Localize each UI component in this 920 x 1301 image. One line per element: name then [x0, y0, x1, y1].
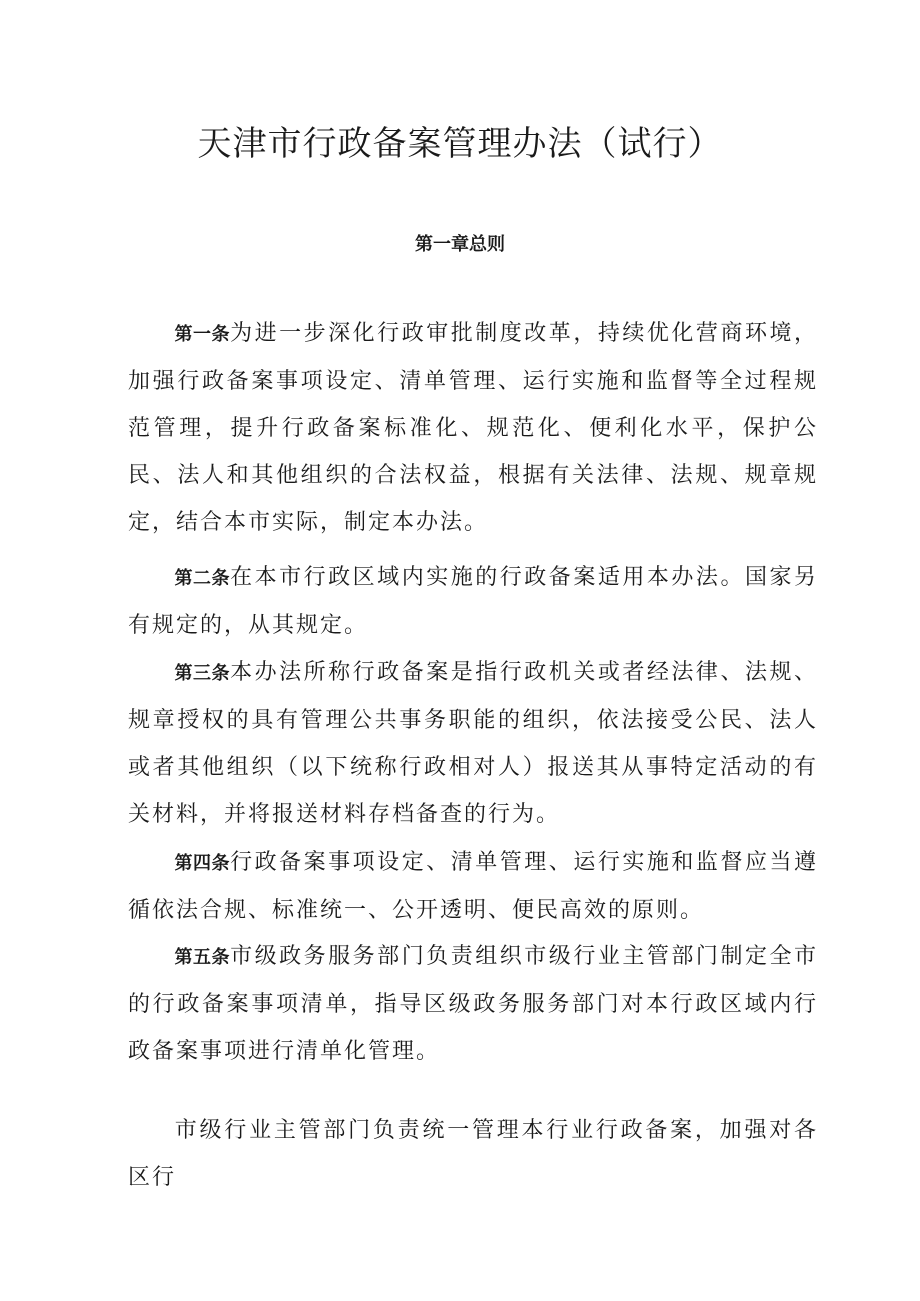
article-label: 第一条 — [174, 324, 231, 345]
article-label: 第四条 — [174, 853, 231, 874]
article-5 — [128, 933, 818, 1075]
article-5-continuation — [128, 1107, 818, 1201]
article-1 — [128, 310, 818, 546]
article-text: 在本市行政区域内实施的行政备案适用本办法。国家另有规定的，从其规定。 — [128, 565, 818, 638]
article-text: 本办法所称行政备案是指行政机关或者经法律、法规、规章授权的具有管理公共事务职能的组织，依法接受公民、法人或者其他组织（以下统称行政相对人）报送其从事特定活动的有关材料，并将报送材料存档备查的行为。 — [128, 660, 818, 827]
article-label: 第三条 — [174, 663, 231, 684]
article-text: 市级政务服务部门负责组织市级行业主管部门制定全市的行政备案事项清单，指导区级政务服务部门对本行政区域内行政备案事项进行清单化管理。 — [128, 944, 818, 1064]
article-2 — [128, 554, 818, 649]
article-text: 为进一步深化行政审批制度改革，持续优化营商环境，加强行政备案事项设定、清单管理、运行实施和监督等全过程规范管理，提升行政备案标准化、规范化、便利化水平，保护公民、法人和其他组织的合法权益，根据有关法律、法规、规章规定，结合本市实际，制定本办法。 — [128, 321, 818, 535]
document-title: 天津市行政备案管理办法（试行） — [197, 124, 723, 164]
article-text: 行政备案事项设定、清单管理、运行实施和监督应当遵循依法合规、标准统一、公开透明、便民高效的原则。 — [128, 850, 818, 923]
chapter-heading: 第一章总则 — [415, 234, 505, 255]
article-4 — [128, 839, 818, 934]
article-label: 第二条 — [174, 568, 231, 589]
article-3 — [128, 649, 818, 838]
article-text: 市级行业主管部门负责统一管理本行业行政备案，加强对各区行 — [128, 1118, 818, 1190]
article-label: 第五条 — [174, 947, 231, 968]
